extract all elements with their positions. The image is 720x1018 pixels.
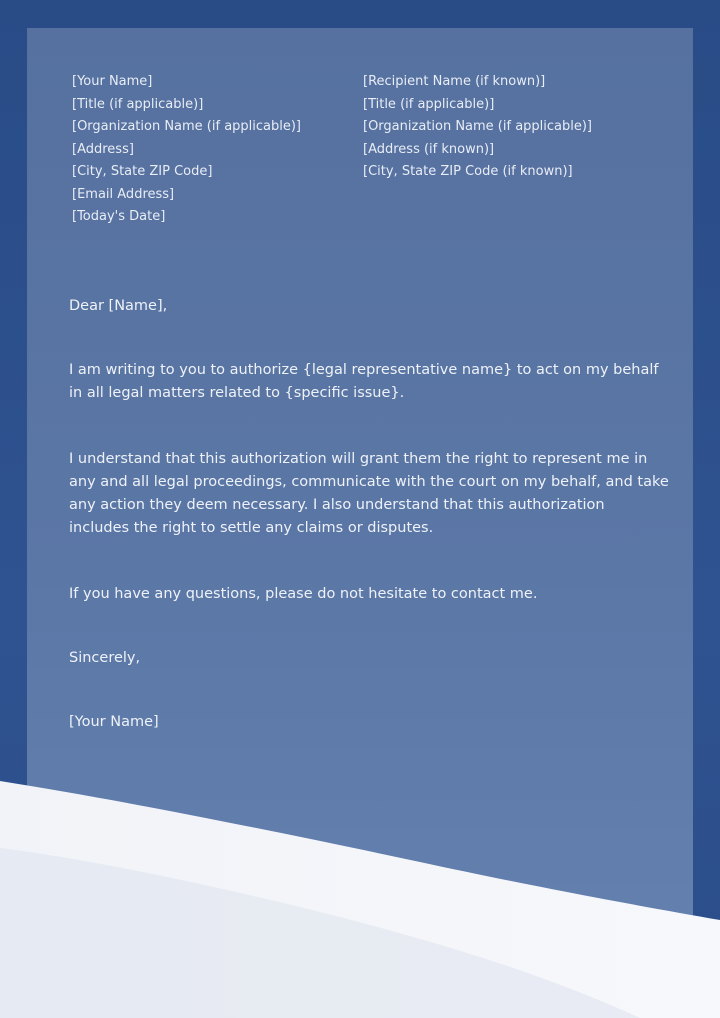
recipient-title: [Title (if applicable)] (363, 96, 495, 112)
contact-paragraph: If you have any questions, please do not hesitate to contact me. (69, 586, 538, 602)
signature-name: [Your Name] (69, 714, 159, 730)
salutation: Dear [Name], (69, 298, 168, 314)
recipient-name: [Recipient Name (if known)] (363, 74, 546, 89)
sender-date: [Today's Date] (72, 209, 166, 224)
authorization-paragraph: I am writing to you to authorize {legal representative name} to act on my behalf in all legal matters related to {specific issue}. (69, 362, 659, 401)
sender-name: [Your Name] (72, 74, 153, 89)
sender-email: [Email Address] (72, 186, 175, 202)
recipient-city-state-zip: [City, State ZIP Code (if known)] (363, 164, 573, 179)
sender-title: [Title (if applicable)] (72, 96, 204, 112)
recipient-address: [Address (if known)] (363, 141, 495, 157)
closing: Sincerely, (69, 650, 141, 666)
sender-organization: [Organization Name (if applicable)] (72, 119, 302, 134)
sender-address: [Address] (72, 141, 134, 157)
sender-city-state-zip: [City, State ZIP Code] (72, 164, 213, 179)
understanding-paragraph: I understand that this authorization will grant them the right to represent me in any and all legal proceedings, communicate with the court on my behalf, and take any action they deem necessary. I also understand that this authorization includes the right to settle any claims or disputes. (69, 451, 669, 536)
recipient-organization: [Organization Name (if applicable)] (363, 119, 593, 134)
